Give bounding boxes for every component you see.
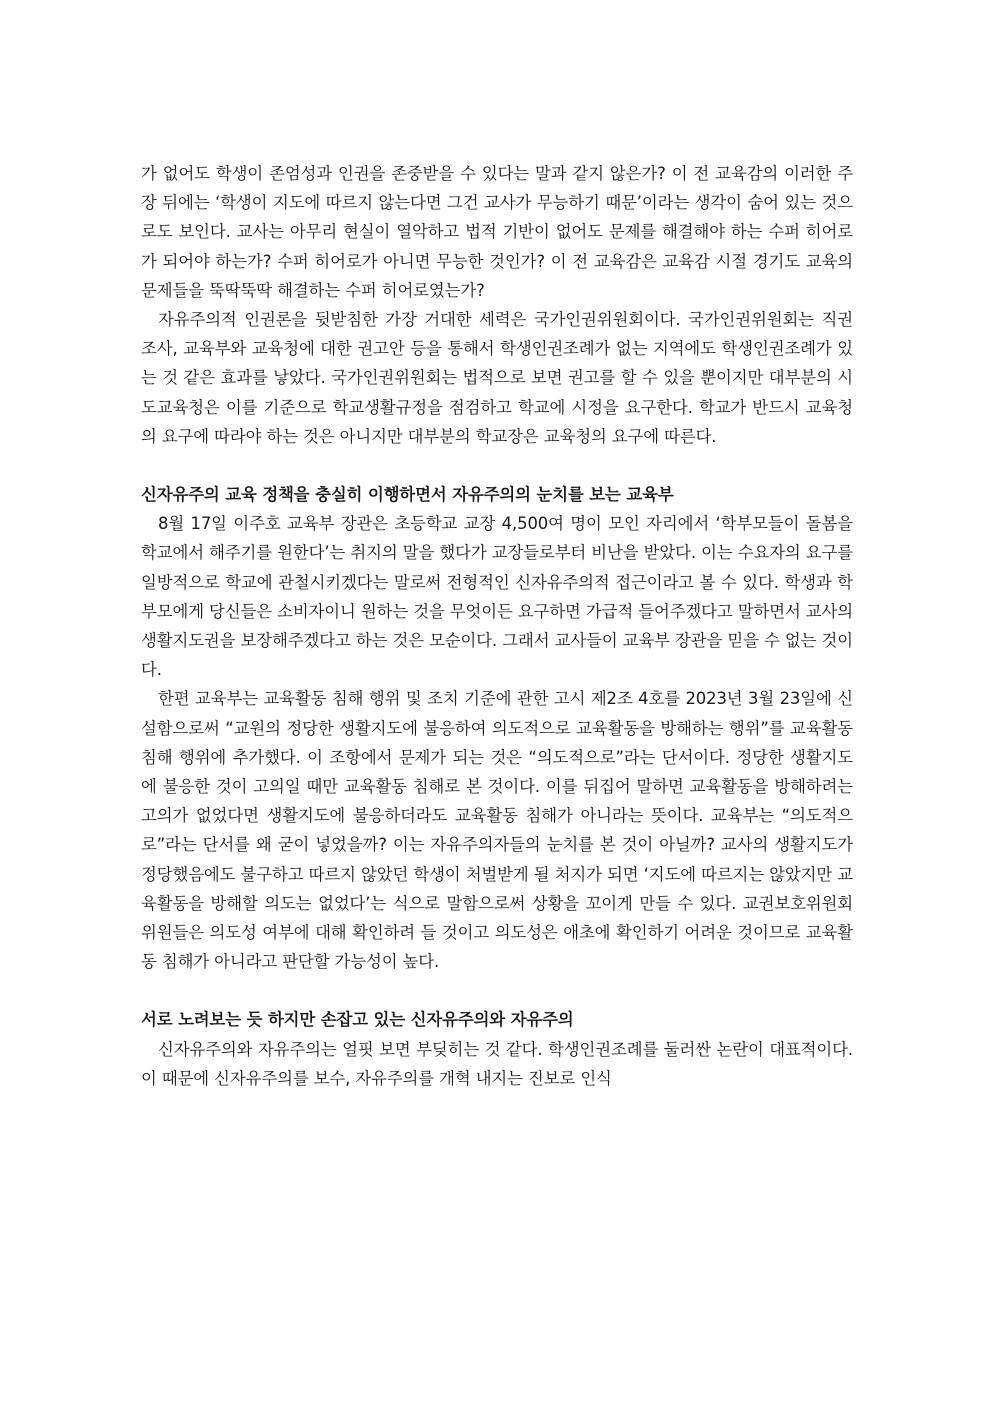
- paragraph-3: 8월 17일 이주호 교육부 장관은 초등학교 교장 4,500여 명이 모인 자리에서 ‘학부모들이 돌봄을 학교에서 해주기를 원한다’는 취지의 말을 했다가 교장들로부터 비난을 받았다. 이는 수요자의 요구를 일방적으로 학교에 관철시키겠다는 말로써 전형적인 신자유주의적 접근이라고 볼 수 있다. 학생과 학부모에게 당신들은 소비자이니 원하는 것을 무엇이든 요구하면 가급적 들어주겠다고 말하면서 교사의 생활지도권을 보장해주겠다고 하는 것은 모순이다. 그래서 교사들이 교육부 장관을 믿을 수 없는 것이다.: [141, 514, 853, 680]
- paragraph-5: 신자유주의와 자유주의는 얼핏 보면 부딪히는 것 같다. 학생인권조례를 둘러싼 논란이 대표적이다. 이 때문에 신자유주의를 보수, 자유주의를 개혁 내지는 진보로 인식: [141, 1039, 853, 1088]
- section-heading-2: 서로 노려보는 듯 하지만 손잡고 있는 신자유주의와 자유주의: [141, 1010, 574, 1030]
- paragraph-2: 자유주의적 인권론을 뒷받침한 가장 거대한 세력은 국가인권위원회이다. 국가인권위원회는 직권 조사, 교육부와 교육청에 대한 권고안 등을 통해서 학생인권조례가 없는 지역에도 학생인권조례가 있는 것 같은 효과를 낳았다. 국가인권위원회는 법적으로 보면 권고를 할 수 있을 뿐이지만 대부분의 시도교육청은 이를 기준으로 학교생활규정을 점검하고 학교에 시정을 요구한다. 학교가 반드시 교육청의 요구에 따라야 하는 것은 아니지만 대부분의 학교장은 교육청의 요구에 따른다.: [141, 310, 853, 446]
- paragraph-1: 가 없어도 학생이 존엄성과 인권을 존중받을 수 있다는 말과 같지 않은가? 이 전 교육감의 이러한 주장 뒤에는 ‘학생이 지도에 따르지 않는다면 그건 교사가 무능하기 때문’이라는 생각이 숨어 있는 것으로도 보인다. 교사는 아무리 현실이 열악하고 법적 기반이 없어도 문제를 해결해야 하는 수퍼 히어로가 되어야 하는가? 수퍼 히어로가 아니면 무능한 것인가? 이 전 교육감은 교육감 시절 경기도 교육의 문제들을 뚝딱뚝딱 해결하는 수퍼 히어로였는가?: [141, 164, 853, 300]
- section-heading-1: 신자유주의 교육 정책을 충실히 이행하면서 자유주의의 눈치를 보는 교육부: [141, 485, 674, 505]
- document-page: [141, 159, 853, 1093]
- paragraph-4: 한편 교육부는 교육활동 침해 행위 및 조치 기준에 관한 고시 제2조 4호를 2023년 3월 23일에 신설함으로써 “교원의 정당한 생활지도에 불응하여 의도적으로 교육활동을 방해하는 행위”를 교육활동 침해 행위에 추가했다. 이 조항에서 문제가 되는 것은 “의도적으로”라는 단서이다. 정당한 생활지도에 불응한 것이 고의일 때만 교육활동 침해로 본 것이다. 이를 뒤집어 말하면 교육활동을 방해하려는 고의가 없었다면 생활지도에 불응하더라도 교육활동 침해가 아니라는 뜻이다. 교육부는 “의도적으로”라는 단서를 왜 굳이 넣었을까? 이는 자유주의자들의 눈치를 본 것이 아닐까? 교사의 생활지도가 정당했음에도 불구하고 따르지 않았던 학생이 처벌받게 될 처지가 되면 ‘지도에 따르지는 않았지만 교육활동을 방해할 의도는 없었다’는 식으로 말함으로써 상황을 꼬이게 만들 수 있다. 교권보호위원회 위원들은 의도성 여부에 대해 확인하려 들 것이고 의도성은 애초에 확인하기 어려운 것이므로 교육활동 침해가 아니라고 판단할 가능성이 높다.: [141, 689, 853, 972]
